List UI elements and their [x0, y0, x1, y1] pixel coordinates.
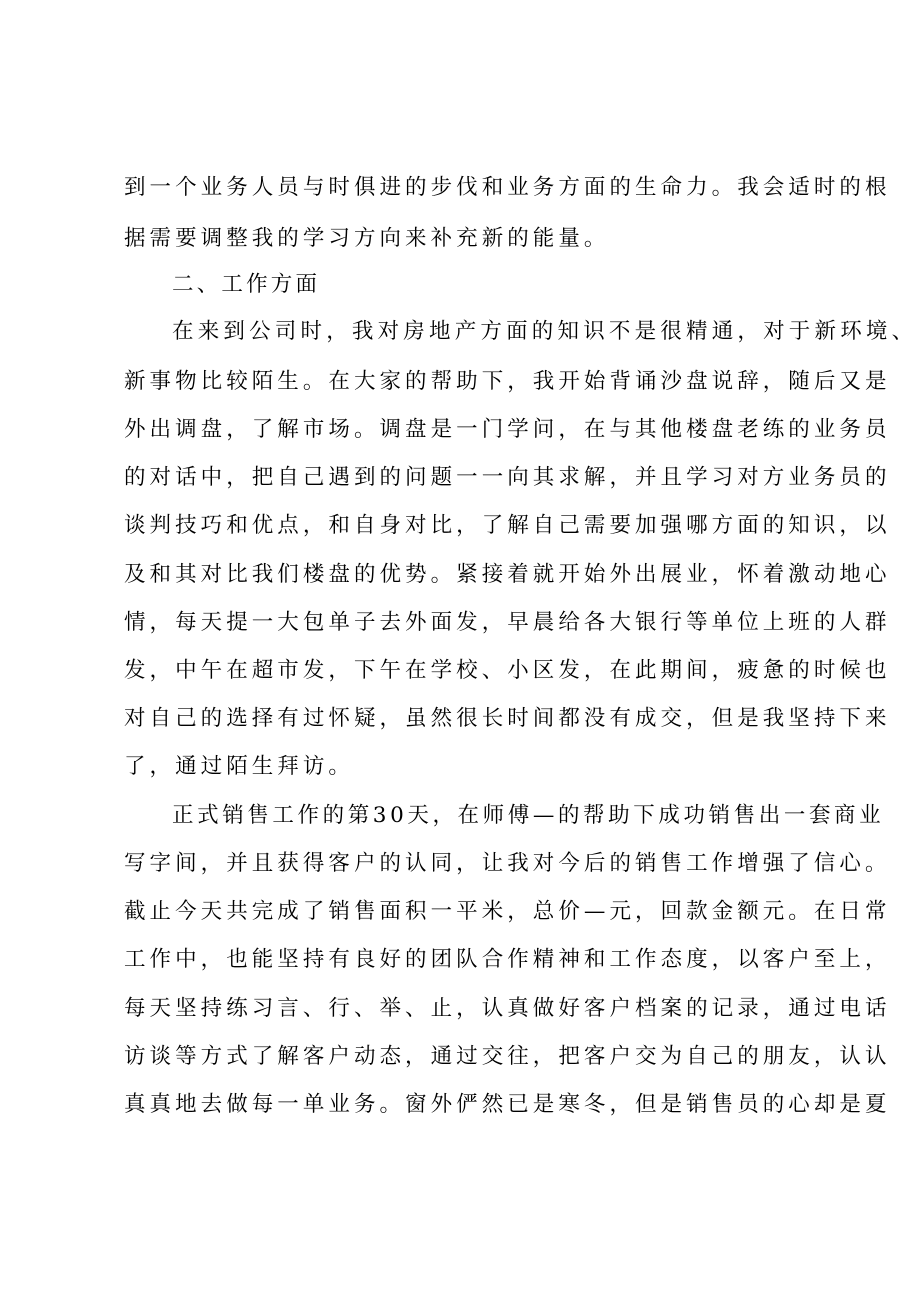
paragraph-3-line-1: 正式销售工作的第30天，在师傅—的帮助下成功销售出一套商业: [172, 803, 885, 828]
paragraph-2-line-9: 对自己的选择有过怀疑，虽然很长时间都没有成交，但是我坚持下来: [124, 706, 891, 731]
paragraph-3-line-3: 截止今天共完成了销售面积一平米，总价—元，回款金额元。在日常: [124, 899, 891, 924]
paragraph-3-line-2: 写字间，并且获得客户的认同，让我对今后的销售工作增强了信心。: [124, 851, 891, 876]
paragraph-1-line-1: 到一个业务人员与时俱进的步伐和业务方面的生命力。我会适时的根: [124, 175, 891, 200]
paragraph-3-line-5: 每天坚持练习言、行、举、止，认真做好客户档案的记录，通过电话: [124, 996, 891, 1021]
paragraph-2-line-3: 外出调盘，了解市场。调盘是一门学问，在与其他楼盘老练的业务员: [124, 417, 891, 442]
paragraph-1-line-2: 据需要调整我的学习方向来补充新的能量。: [124, 226, 610, 251]
paragraph-2-line-4: 的对话中，把自己遇到的问题一一向其求解，并且学习对方业务员的: [124, 465, 891, 490]
paragraph-2-line-1: 在来到公司时，我对房地产方面的知识不是很精通，对于新环境、: [172, 319, 918, 344]
paragraph-2-line-8: 发，中午在超市发，下午在学校、小区发，在此期间，疲惫的时候也: [124, 658, 891, 683]
paragraph-3-line-4: 工作中，也能坚持有良好的团队合作精神和工作态度，以客户至上，: [124, 947, 891, 972]
paragraph-3-line-6: 访谈等方式了解客户动态，通过交往，把客户交为自己的朋友，认认: [124, 1044, 891, 1069]
paragraph-3-line-7: 真真地去做每一单业务。窗外俨然已是寒冬，但是销售员的心却是夏: [124, 1092, 891, 1117]
paragraph-2-line-2: 新事物比较陌生。在大家的帮助下，我开始背诵沙盘说辞，随后又是: [124, 369, 891, 394]
paragraph-2-line-5: 谈判技巧和优点，和自身对比，了解自己需要加强哪方面的知识，以: [124, 513, 891, 538]
paragraph-2-line-7: 情，每天提一大包单子去外面发，早晨给各大银行等单位上班的人群: [124, 610, 891, 635]
paragraph-2-line-10: 了，通过陌生拜访。: [124, 754, 354, 779]
paragraph-2-line-6: 及和其对比我们楼盘的优势。紧接着就开始外出展业，怀着激动地心: [124, 562, 891, 587]
section-heading: 二、工作方面: [172, 272, 321, 297]
